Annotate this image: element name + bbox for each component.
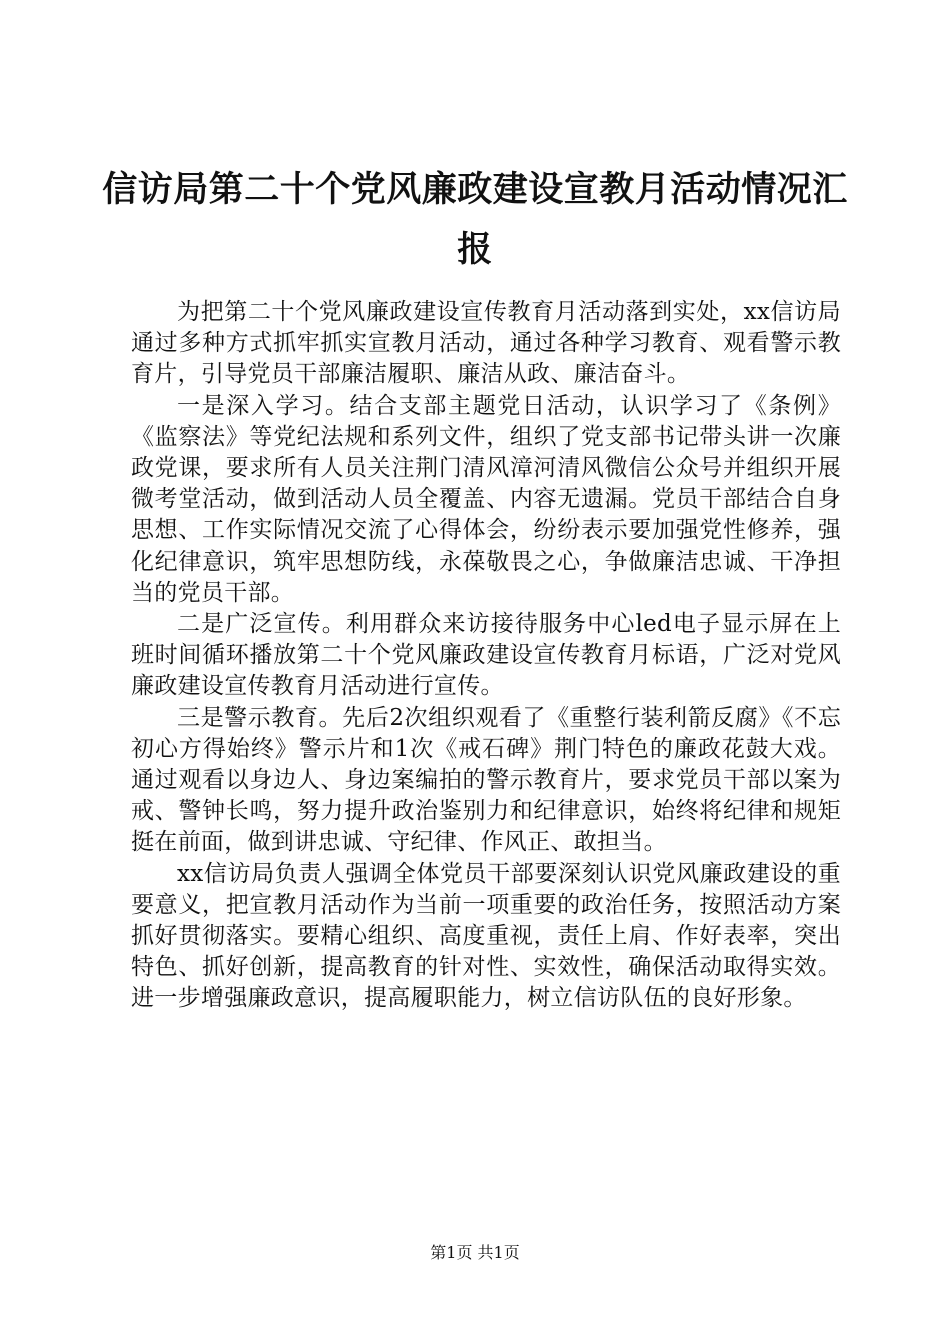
paragraph-publicity: 二是广泛宣传。利用群众来访接待服务中心led电子显示屏在上班时间循环播放第二十个党风廉政建设宣传教育月标语，广泛对党风廉政建设宣传教育月活动进行宣传。 xyxy=(131,611,841,700)
paragraph-warning-education: 三是警示教育。先后2次组织观看了《重整行装利箭反腐》《不忘初心方得始终》警示片和1次《戒石碑》荆门特色的廉政花鼓大戏。通过观看以身边人、身边案编拍的警示教育片，要求党员干部以案为戒、警钟长鸣，努力提升政治鉴别力和纪律意识，始终将纪律和规矩挺在前面，做到讲忠诚、守纪律、作风正、敢担当。 xyxy=(131,704,841,856)
paragraph-intro: 为把第二十个党风廉政建设宣传教育月活动落到实处，xx信访局通过多种方式抓牢抓实宣教月活动，通过各种学习教育、观看警示教育片，引导党员干部廉洁履职、廉洁从政、廉洁奋斗。 xyxy=(131,299,841,388)
paragraph-study: 一是深入学习。结合支部主题党日活动，认识学习了《条例》《监察法》等党纪法规和系列文件，组织了党支部书记带头讲一次廉政党课，要求所有人员关注荆门清风漳河清风微信公众号并组织开展微考堂活动，做到活动人员全覆盖、内容无遗漏。党员干部结合自身思想、工作实际情况交流了心得体会，纷纷表示要加强党性修养，强化纪律意识，筑牢思想防线，永葆敬畏之心，争做廉洁忠诚、干净担当的党员干部。 xyxy=(131,392,841,606)
paragraph-conclusion: xx信访局负责人强调全体党员干部要深刻认识党风廉政建设的重要意义，把宣教月活动作为当前一项重要的政治任务，按照活动方案抓好贯彻落实。要精心组织、高度重视，责任上肩、作好表率，突出特色、抓好创新，提高教育的针对性、实效性，确保活动取得实效。进一步增强廉政意识，提高履职能力，树立信访队伍的良好形象。 xyxy=(131,860,841,1012)
document-body xyxy=(131,297,841,1015)
page-number-footer: 第1页 共1页 xyxy=(430,1243,520,1262)
document-title: 信访局第二十个党风廉政建设宣教月活动情况汇报 xyxy=(102,169,848,270)
